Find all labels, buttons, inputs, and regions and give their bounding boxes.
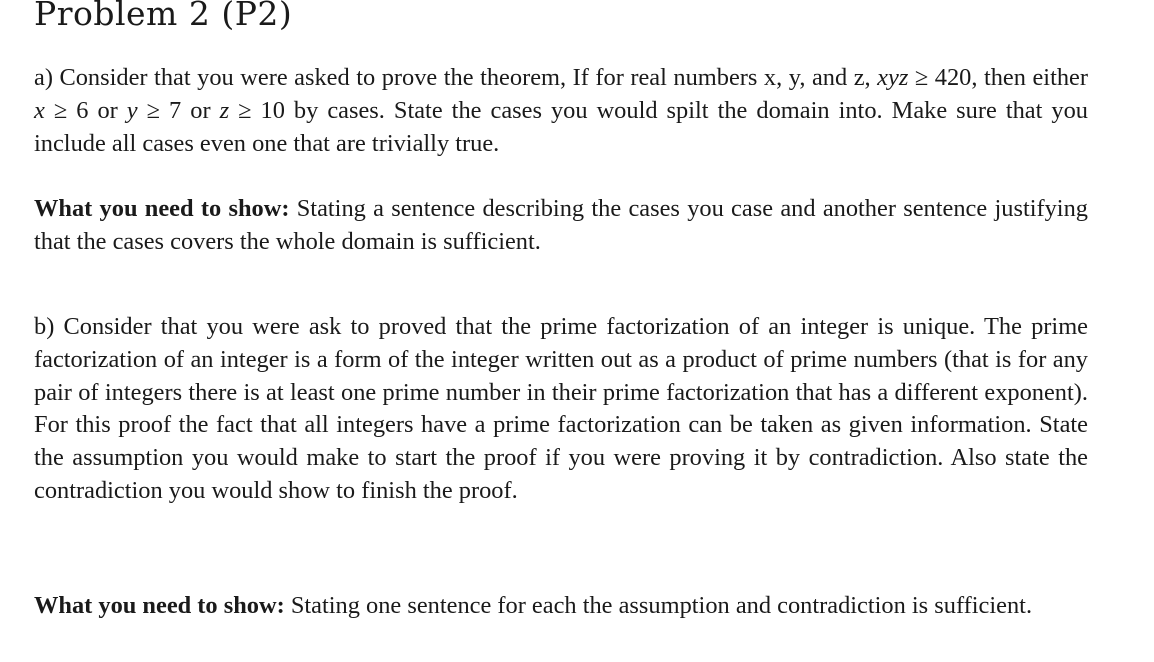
part-a-requirement <box>34 193 1088 259</box>
math-y: y <box>126 96 138 124</box>
part-a-ge-2: ≥ 6 or <box>44 96 127 124</box>
part-b-text: b) Consider that you were ask to proved that the prime factorization of an integer is unique. The prime factorization of an integer is a form of the integer written out as a product of prime numbers (that is for any pair of integers there is at least one prime number in their prime factorization that has a different exponent). For this proof the fact that all integers have a prime factorization can be taken as given information. State the assumption you would make to start the proof if you were proving it by contradiction. Also state the contradiction you would show to finish the proof. <box>34 313 1088 504</box>
part-b-show-text: Stating one sentence for each the assumption and contradiction is sufficient. <box>284 592 1033 619</box>
math-x: x <box>34 96 45 124</box>
problem-title: Problem 2 (P2) <box>34 0 293 33</box>
part-a-text-2: ≥ 10 by cases. State the cases you would spilt the domain into. Make sure that you include all cases even one that are trivially true. <box>34 96 1089 157</box>
part-a-ge-1: ≥ 420, then either <box>908 64 1088 91</box>
part-a-text-1: a) Consider that you were asked to prove the theorem, If for real numbers x, y, and z, <box>34 64 871 91</box>
part-a-ge-3: ≥ 7 or <box>137 96 220 124</box>
part-b-question <box>34 311 1088 508</box>
math-z: z <box>219 96 230 124</box>
part-b-requirement <box>34 590 1088 623</box>
math-xyz: xyz <box>877 64 909 91</box>
part-a-question <box>34 62 1088 160</box>
part-b-show-label: What you need to show: <box>34 592 285 619</box>
part-a-show-label: What you need to show: <box>34 195 290 222</box>
part-a-show-text: Stating a sentence describing the cases you case and another sentence justifying that the cases covers the whole domain is sufficient. <box>34 195 1088 255</box>
